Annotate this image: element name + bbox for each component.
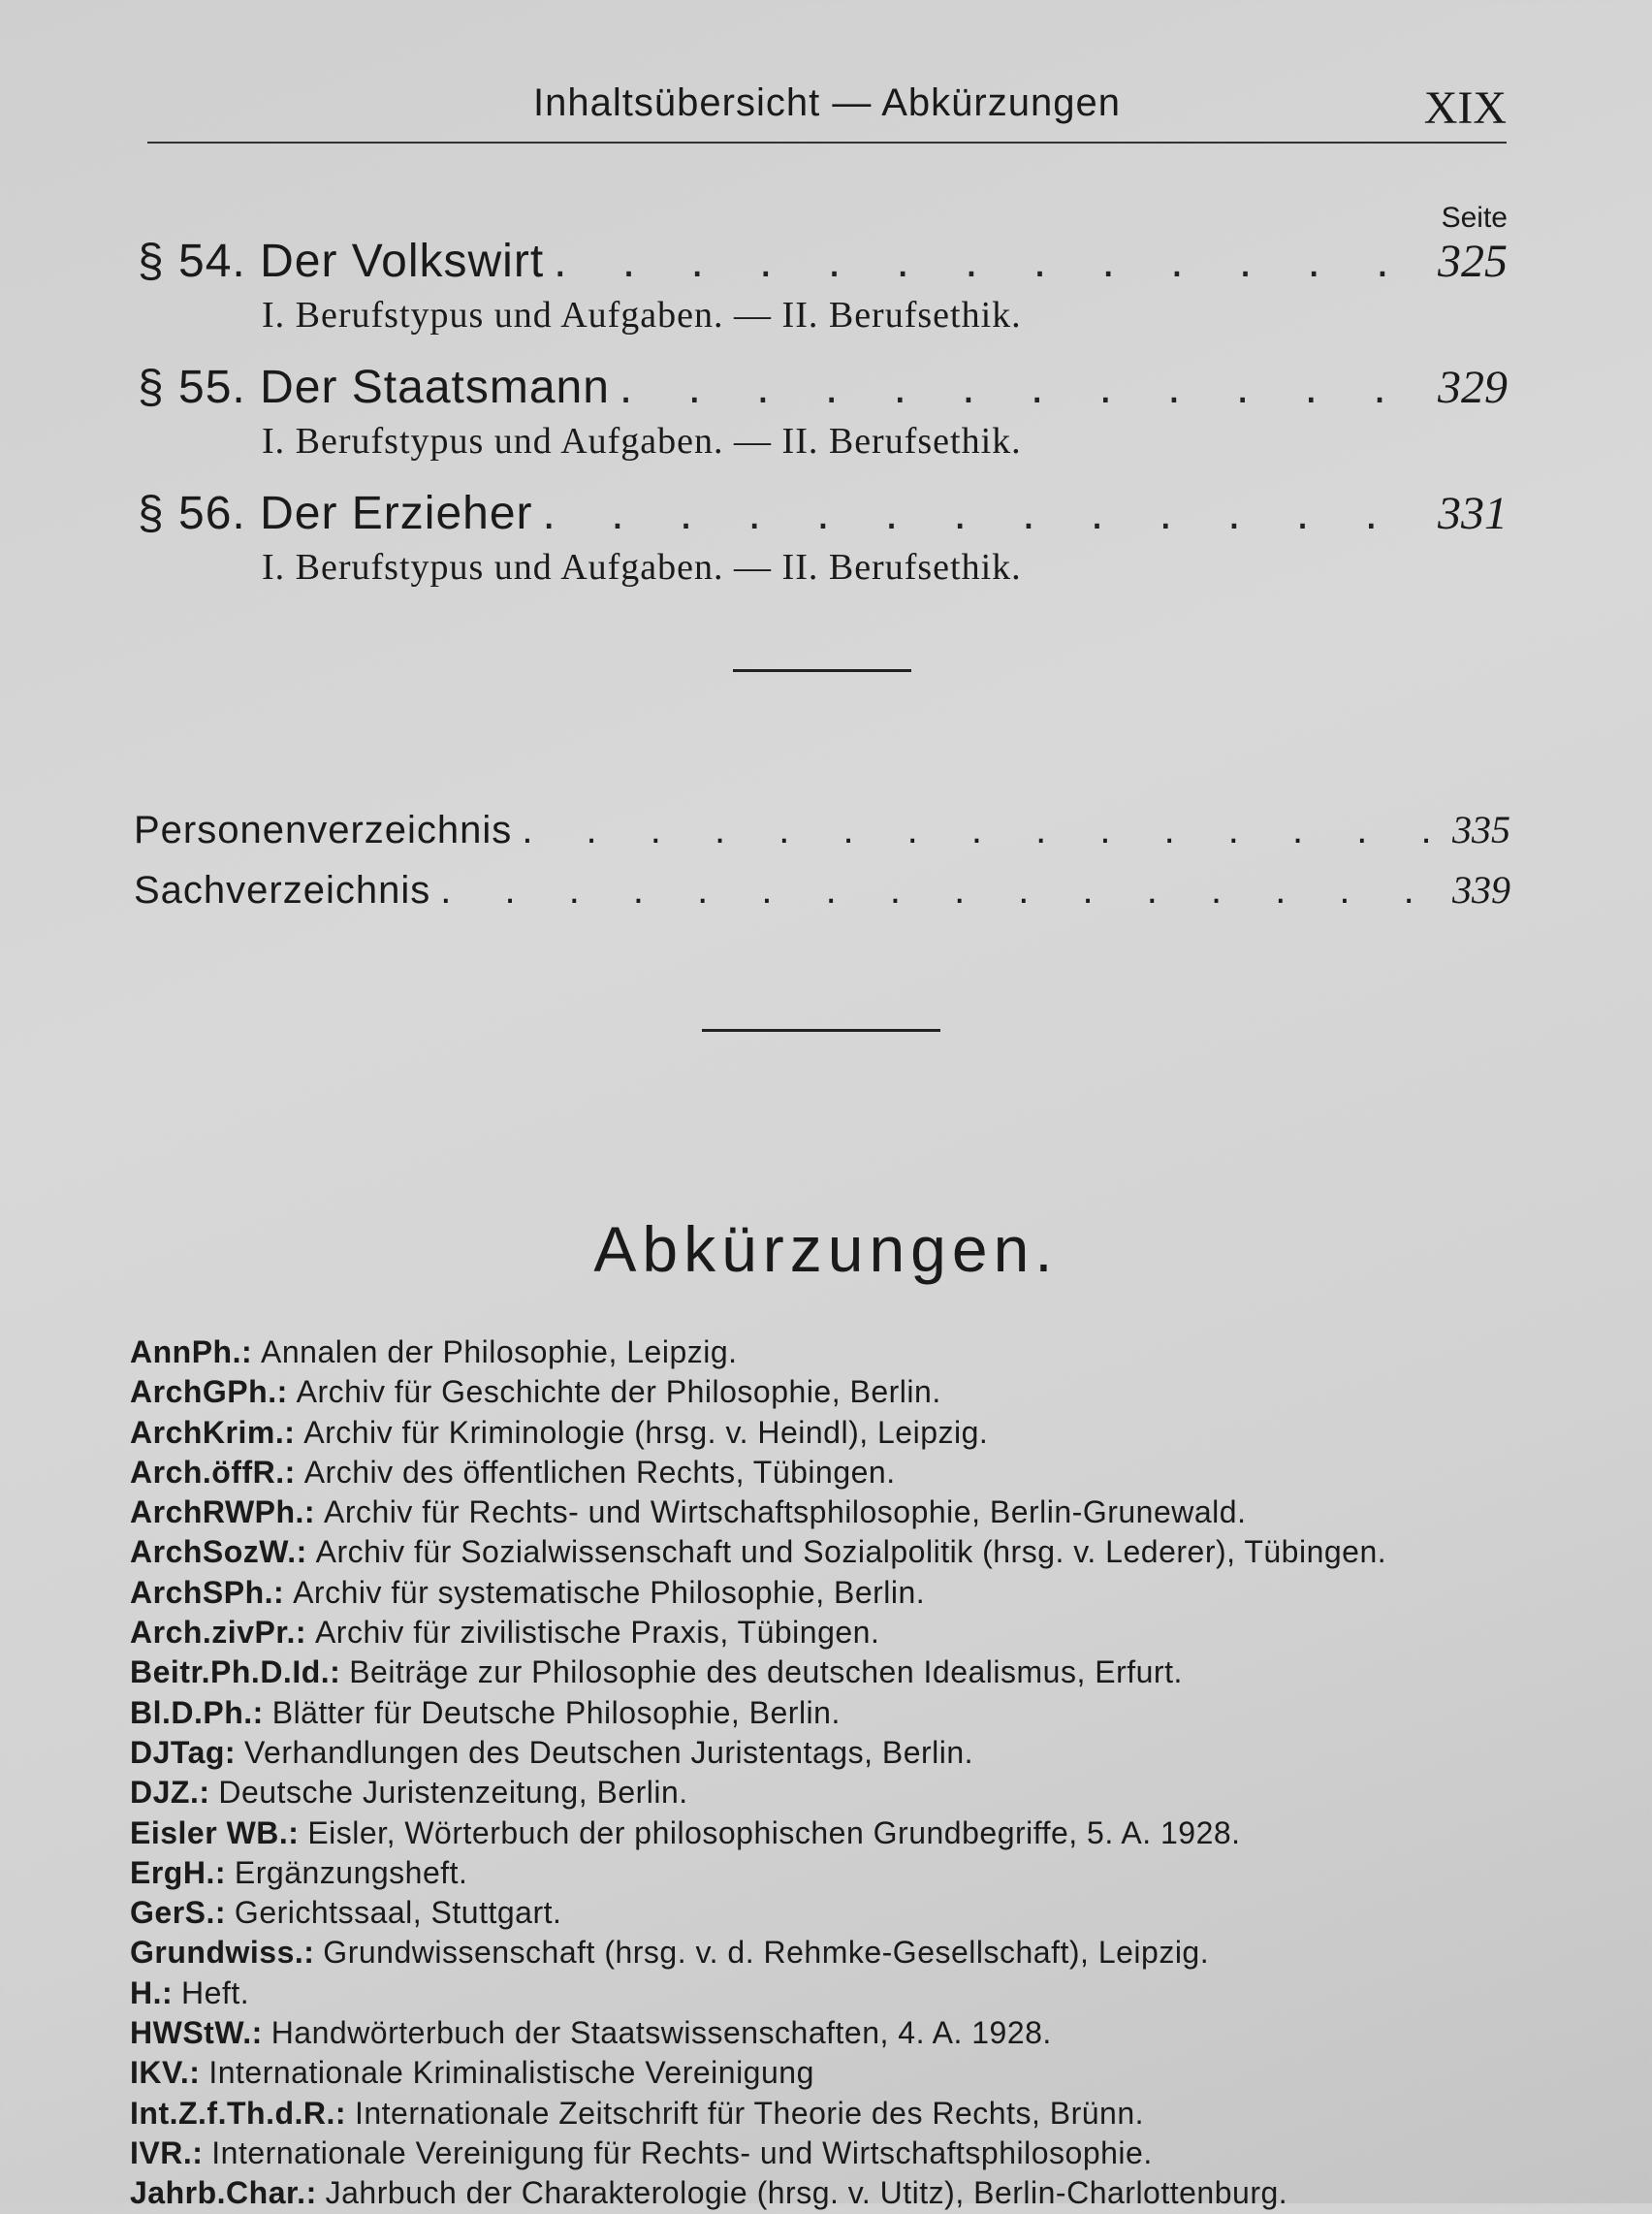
abbreviations-heading: Abkürzungen. — [593, 1213, 1059, 1285]
abbreviation-item — [130, 2173, 1642, 2213]
abbreviation-key: ArchSPh.: — [130, 1574, 285, 1610]
abbreviation-key: Beitr.Ph.D.Id.: — [130, 1654, 341, 1690]
toc-entry-label: § 54. Der Volkswirt — [138, 236, 545, 287]
running-header — [147, 81, 1507, 144]
toc-entry — [138, 487, 1508, 613]
abbreviation-key: Int.Z.f.Th.d.R.: — [130, 2095, 347, 2131]
toc-list — [138, 235, 1508, 613]
abbreviation-item — [130, 2094, 1642, 2134]
abbreviation-text: Verhandlungen des Deutschen Juristentags, Berlin. — [243, 1734, 974, 1770]
index-entry-page: 335 — [1452, 808, 1510, 851]
abbreviation-item — [130, 1532, 1642, 1572]
abbreviation-item — [130, 1332, 1642, 1372]
dot-leader — [522, 809, 1443, 852]
abbreviation-key: Jahrb.Char.: — [130, 2175, 317, 2211]
abbreviation-text: Gerichtssaal, Stuttgart. — [234, 1895, 562, 1931]
abbreviation-item — [130, 1893, 1642, 1933]
abbreviation-text: Internationale Kriminalistische Vereinigung — [208, 2055, 814, 2091]
abbreviation-item — [130, 2134, 1642, 2173]
abbreviation-text: Jahrbuch der Charakterologie (hrsg. v. Utitz), Berlin-Charlottenburg. — [325, 2175, 1288, 2211]
abbreviation-text: Handwörterbuch der Staatswissenschaften, 4. A. 1928. — [270, 2015, 1052, 2051]
abbreviation-item — [130, 1613, 1642, 1652]
abbreviation-item — [130, 1652, 1642, 1692]
index-entry — [134, 867, 1510, 927]
dot-leader — [620, 361, 1428, 414]
abbreviation-key: IKV.: — [130, 2055, 201, 2091]
abbreviation-text: Archiv für zivilistische Praxis, Tübingen. — [314, 1615, 880, 1651]
seite-label: Seite — [1441, 202, 1508, 234]
toc-entry — [138, 235, 1508, 361]
abbreviation-key: H.: — [130, 1974, 174, 2010]
dot-leader — [554, 235, 1428, 288]
toc-entry-page: 329 — [1438, 362, 1508, 413]
abbreviation-key: ErgH.: — [130, 1854, 226, 1890]
abbreviation-text: Archiv für Rechts- und Wirtschaftsphilosophie, Berlin-Grunewald. — [323, 1494, 1247, 1530]
abbreviation-key: Arch.zivPr.: — [130, 1615, 307, 1651]
abbreviation-text: Archiv für Kriminologie (hrsg. v. Heindl), Leipzig. — [303, 1414, 989, 1450]
page-number: XIX — [1423, 82, 1507, 134]
abbreviation-item — [130, 1973, 1642, 2013]
abbreviation-text: Internationale Zeitschrift für Theorie des Rechts, Brünn. — [354, 2095, 1145, 2131]
section-divider — [702, 1029, 940, 1032]
abbreviation-item — [130, 1453, 1642, 1492]
abbreviation-key: GerS.: — [130, 1895, 227, 1931]
abbreviation-key: DJZ.: — [130, 1775, 210, 1811]
abbreviation-item — [130, 2053, 1642, 2093]
abbreviation-key: ArchKrim.: — [130, 1414, 296, 1450]
abbreviation-text: Annalen der Philosophie, Leipzig. — [261, 1334, 738, 1369]
abbreviation-item — [130, 1413, 1642, 1453]
abbreviation-text: Archiv des öffentlichen Rechts, Tübingen. — [303, 1454, 896, 1490]
abbreviation-key: ArchRWPh.: — [130, 1494, 316, 1530]
index-entry-label: Sachverzeichnis — [134, 869, 431, 912]
abbreviation-item — [130, 1813, 1642, 1853]
dot-leader — [543, 487, 1428, 540]
abbreviation-item — [130, 1853, 1642, 1893]
abbreviation-item — [130, 1573, 1642, 1613]
toc-entry-label: § 55. Der Staatsmann — [138, 362, 610, 413]
abbreviation-text: Archiv für Sozialwissenschaft und Sozialpolitik (hrsg. v. Lederer), Tübingen. — [315, 1534, 1387, 1570]
abbreviation-text: Grundwissenschaft (hrsg. v. d. Rehmke-Gesellschaft), Leipzig. — [323, 1935, 1210, 1971]
abbreviation-key: Bl.D.Ph.: — [130, 1694, 264, 1730]
abbreviation-key: DJTag: — [130, 1734, 237, 1770]
toc-entry-subtitle: I. Berufstypus und Aufgaben. — II. Berufsethik. — [262, 547, 1022, 588]
header-title: Inhaltsübersicht — Abkürzungen — [533, 81, 1121, 124]
abbreviation-key: Grundwiss.: — [130, 1935, 315, 1971]
abbreviation-text: Eisler, Wörterbuch der philosophischen Grundbegriffe, 5. A. 1928. — [307, 1814, 1241, 1850]
abbreviations-list — [130, 1332, 1642, 2214]
abbreviation-key: HWStW.: — [130, 2015, 263, 2051]
index-entry — [134, 807, 1510, 867]
abbreviation-text: Deutsche Juristenzeitung, Berlin. — [218, 1775, 688, 1811]
abbreviation-item — [130, 1933, 1642, 1973]
index-entry-label: Personenverzeichnis — [134, 809, 513, 851]
abbreviation-item — [130, 1492, 1642, 1532]
dot-leader — [440, 869, 1443, 913]
toc-entry-page: 325 — [1438, 236, 1508, 287]
abbreviation-key: IVR.: — [130, 2134, 204, 2170]
index-list — [134, 807, 1510, 927]
toc-entry-subtitle: I. Berufstypus und Aufgaben. — II. Berufsethik. — [262, 295, 1022, 336]
abbreviation-text: Archiv für systematische Philosophie, Berlin. — [293, 1574, 926, 1610]
abbreviation-item — [130, 1733, 1642, 1773]
abbreviation-key: Eisler WB.: — [130, 1814, 300, 1850]
abbreviation-text: Heft. — [181, 1974, 250, 2010]
abbreviation-key: ArchGPh.: — [130, 1374, 288, 1410]
abbreviation-item — [130, 1693, 1642, 1733]
index-entry-page: 339 — [1452, 868, 1510, 912]
abbreviation-key: AnnPh.: — [130, 1334, 253, 1369]
abbreviation-key: ArchSozW.: — [130, 1534, 307, 1570]
abbreviation-text: Ergänzungsheft. — [234, 1854, 468, 1890]
section-divider — [733, 669, 911, 672]
toc-entry — [138, 361, 1508, 487]
toc-entry-page: 331 — [1438, 488, 1508, 539]
toc-entry-subtitle: I. Berufstypus und Aufgaben. — II. Berufsethik. — [262, 421, 1022, 462]
abbreviation-key: Arch.öffR.: — [130, 1454, 296, 1490]
abbreviation-text: Beiträge zur Philosophie des deutschen Idealismus, Erfurt. — [349, 1654, 1183, 1690]
abbreviation-text: Blätter für Deutsche Philosophie, Berlin. — [271, 1694, 841, 1730]
abbreviation-item — [130, 2013, 1642, 2053]
abbreviation-item — [130, 1773, 1642, 1813]
toc-entry-label: § 56. Der Erzieher — [138, 488, 533, 539]
abbreviation-text: Archiv für Geschichte der Philosophie, Berlin. — [296, 1374, 941, 1410]
abbreviation-text: Internationale Vereinigung für Rechts- und Wirtschaftsphilosophie. — [211, 2134, 1153, 2170]
abbreviation-item — [130, 1372, 1642, 1412]
